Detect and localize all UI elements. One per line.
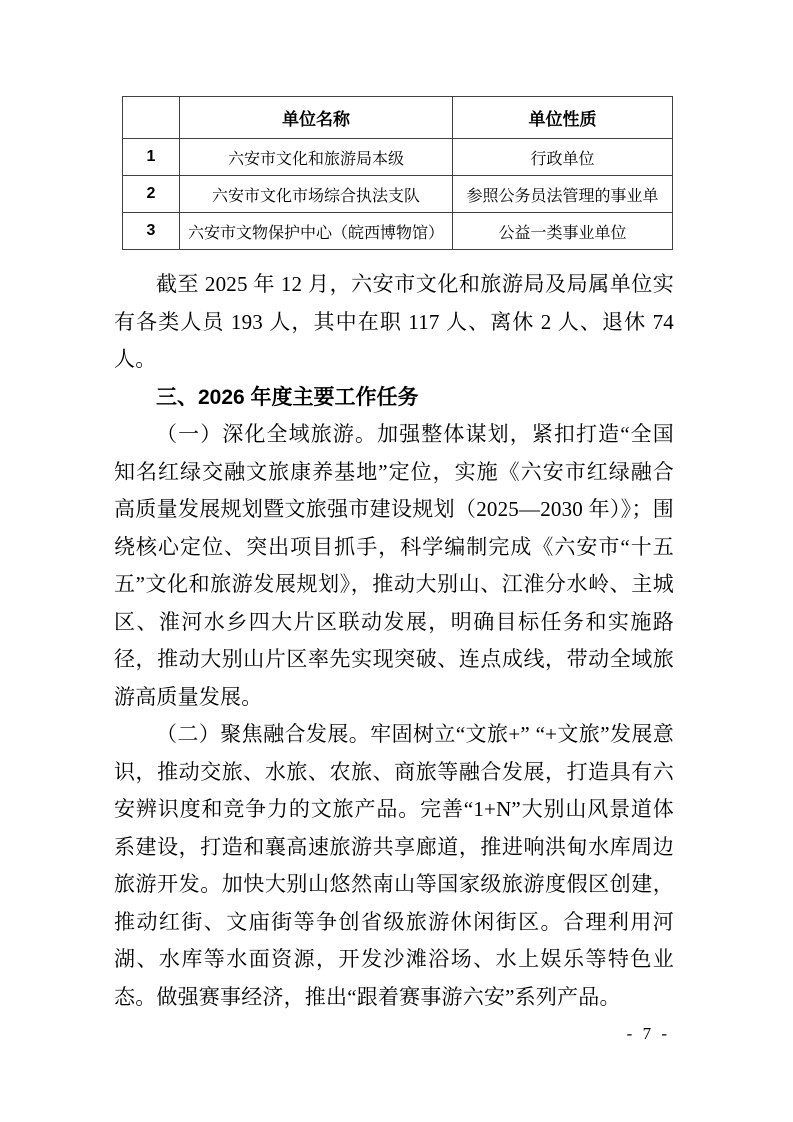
table-row xyxy=(123,213,673,250)
intro-paragraph: 截至 2025 年 12 月，六安市文化和旅游局及局属单位实有各类人员 193 人，其中在职 117 人、离休 2 人、退休 74 人。 xyxy=(114,272,674,371)
unit-name: 六安市文化和旅游局本级 xyxy=(180,139,453,176)
index-header-cell xyxy=(123,97,180,139)
unit-nature: 公益一类事业单位 xyxy=(453,213,673,250)
unit-nature: 行政单位 xyxy=(453,139,673,176)
table-row xyxy=(123,176,673,213)
section-heading: 三、2026 年度主要工作任务 xyxy=(156,385,419,409)
table-row xyxy=(123,139,673,176)
page-number: - 7 - xyxy=(626,1024,670,1043)
document-body xyxy=(114,266,674,1016)
unit-table xyxy=(122,96,673,250)
table-header-row xyxy=(123,97,673,139)
row-index: 3 xyxy=(123,213,180,250)
paragraph-2: （二）聚焦融合发展。牢固树立“文旅+” “+文旅”发展意识，推动交旅、水旅、农旅、商旅等融合发展，打造具有六安辨识度和竞争力的文旅产品。完善“1+N”大别山风景道体系建设，打造和襄高速旅游共享廊道，推进响洪甸水库周边旅游开发。加快大别山悠然南山等国家级旅游度假区创建，推动红街、文庙街等争创省级旅游休闲街区。合理利用河湖、水库等水面资源，开发沙滩浴场、水上娱乐等特色业态。做强赛事经济，推出“跟着赛事游六安”系列产品。 xyxy=(114,722,674,1009)
unit-nature: 参照公务员法管理的事业单 xyxy=(453,176,673,213)
row-index: 1 xyxy=(123,139,180,176)
nature-header-cell: 单位性质 xyxy=(453,97,673,139)
name-header-cell: 单位名称 xyxy=(180,97,453,139)
unit-name: 六安市文化市场综合执法支队 xyxy=(180,176,453,213)
unit-name: 六安市文物保护中心（皖西博物馆） xyxy=(180,213,453,250)
paragraph-1: （一）深化全域旅游。加强整体谋划，紧扣打造“全国知名红绿交融文旅康养基地”定位，实施《六安市红绿融合高质量发展规划暨文旅强市建设规划（2025—2030 年）》；围绕核心定位、突出项目抓手，科学编制完成《六安市“十五五”文化和旅游发展规划》，推动大别山、江淮分水岭、主城区、淮河水乡四大片区联动发展，明确目标任务和实施路径，推动大别山片区率先实现突破、连点成线，带动全域旅游高质量发展。 xyxy=(114,422,674,709)
row-index: 2 xyxy=(123,176,180,213)
